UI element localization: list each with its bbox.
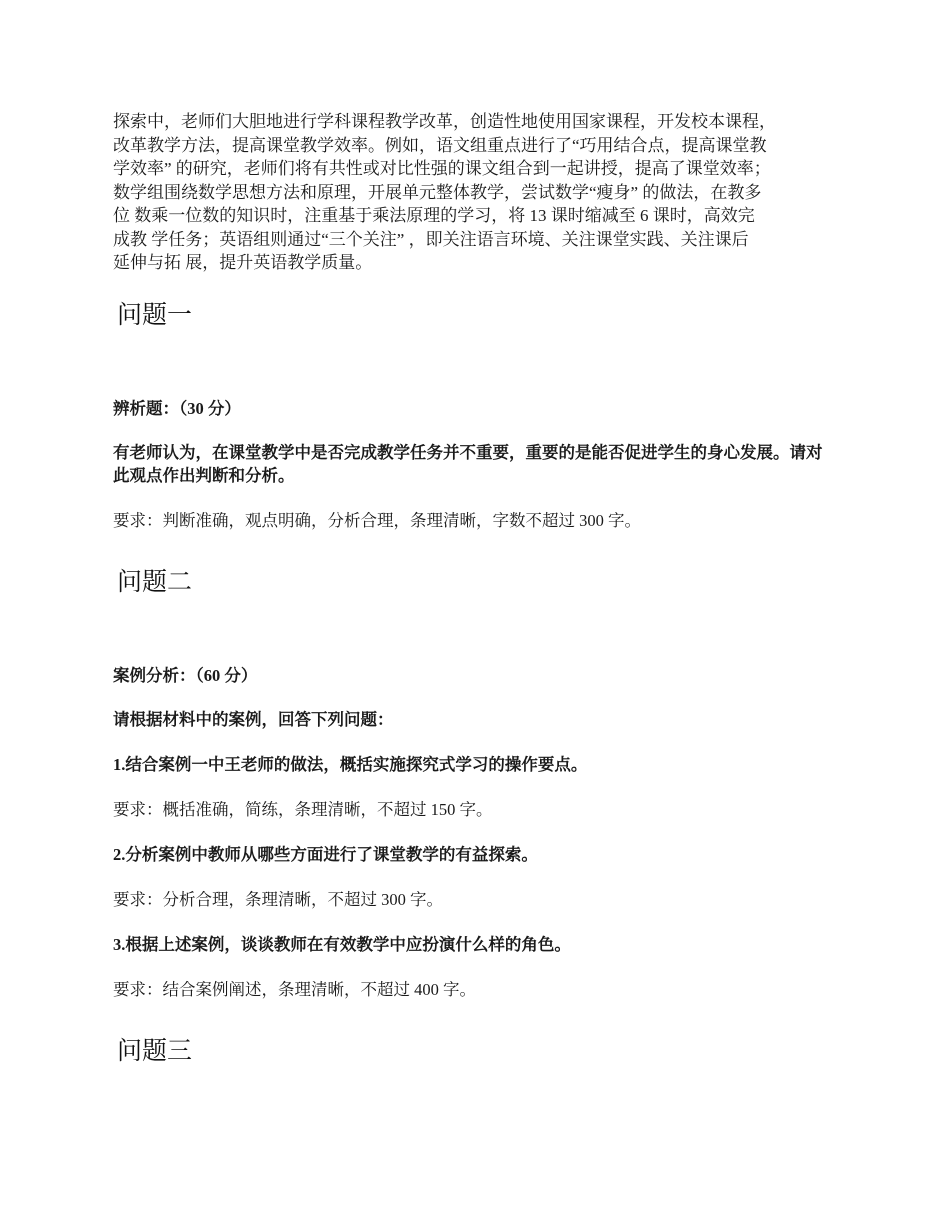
section-heading-2: 问题二	[117, 566, 193, 596]
question-type-label-1: 辨析题：（30 分）	[113, 398, 241, 418]
document-page	[113, 110, 833, 1067]
sub-requirement-1: 要求：概括准确，简练，条理清晰，不超过 150 字。	[113, 799, 493, 819]
sub-question-2: 2.分析案例中教师从哪些方面进行了课堂教学的有益探索。	[113, 844, 538, 864]
section-heading-3: 问题三	[117, 1035, 193, 1065]
intro-paragraph: 探索中，老师们大胆地进行学科课程教学改革，创造性地使用国家课程，开发校本课程， 改革教学方法，提高课堂教学效率。例如，语文组重点进行了“巧用结合点，提高课堂教 学效率” 的研究，老师们将有共性或对比性强的课文组合到一起讲授，提高了课堂效率； 数学组围绕数学思想方法和原理，开展单元整体教学，尝试数学“瘦身” 的做法，在教多 位 数乘一位数的知识时，注重基于乘法原理的学习，将 13 课时缩减至 6 课时，高效完 成教 学任务；英语组则通过“三个关注” ，即关注语言环境、关注课堂实践、关注课后 延伸与拓 展，提升英语教学质量。	[113, 112, 776, 272]
question-statement-1: 有老师认为，在课堂教学中是否完成教学任务并不重要，重要的是能否促进学生的身心发展。请对此观点作出判断和分析。	[113, 442, 823, 485]
sub-requirement-3: 要求：结合案例阐述，条理清晰，不超过 400 字。	[113, 979, 476, 999]
question-prompt-2: 请根据材料中的案例，回答下列问题：	[113, 709, 394, 729]
section-heading-1: 问题一	[117, 299, 193, 329]
question-type-label-2: 案例分析：（60 分）	[113, 665, 258, 685]
sub-requirement-2: 要求：分析合理，条理清晰，不超过 300 字。	[113, 889, 443, 909]
sub-question-3: 3.根据上述案例，谈谈教师在有效教学中应扮演什么样的角色。	[113, 934, 571, 954]
sub-question-1: 1.结合案例一中王老师的做法，概括实施探究式学习的操作要点。	[113, 754, 588, 774]
requirement-1: 要求：判断准确，观点明确，分析合理，条理清晰，字数不超过 300 字。	[113, 510, 641, 530]
